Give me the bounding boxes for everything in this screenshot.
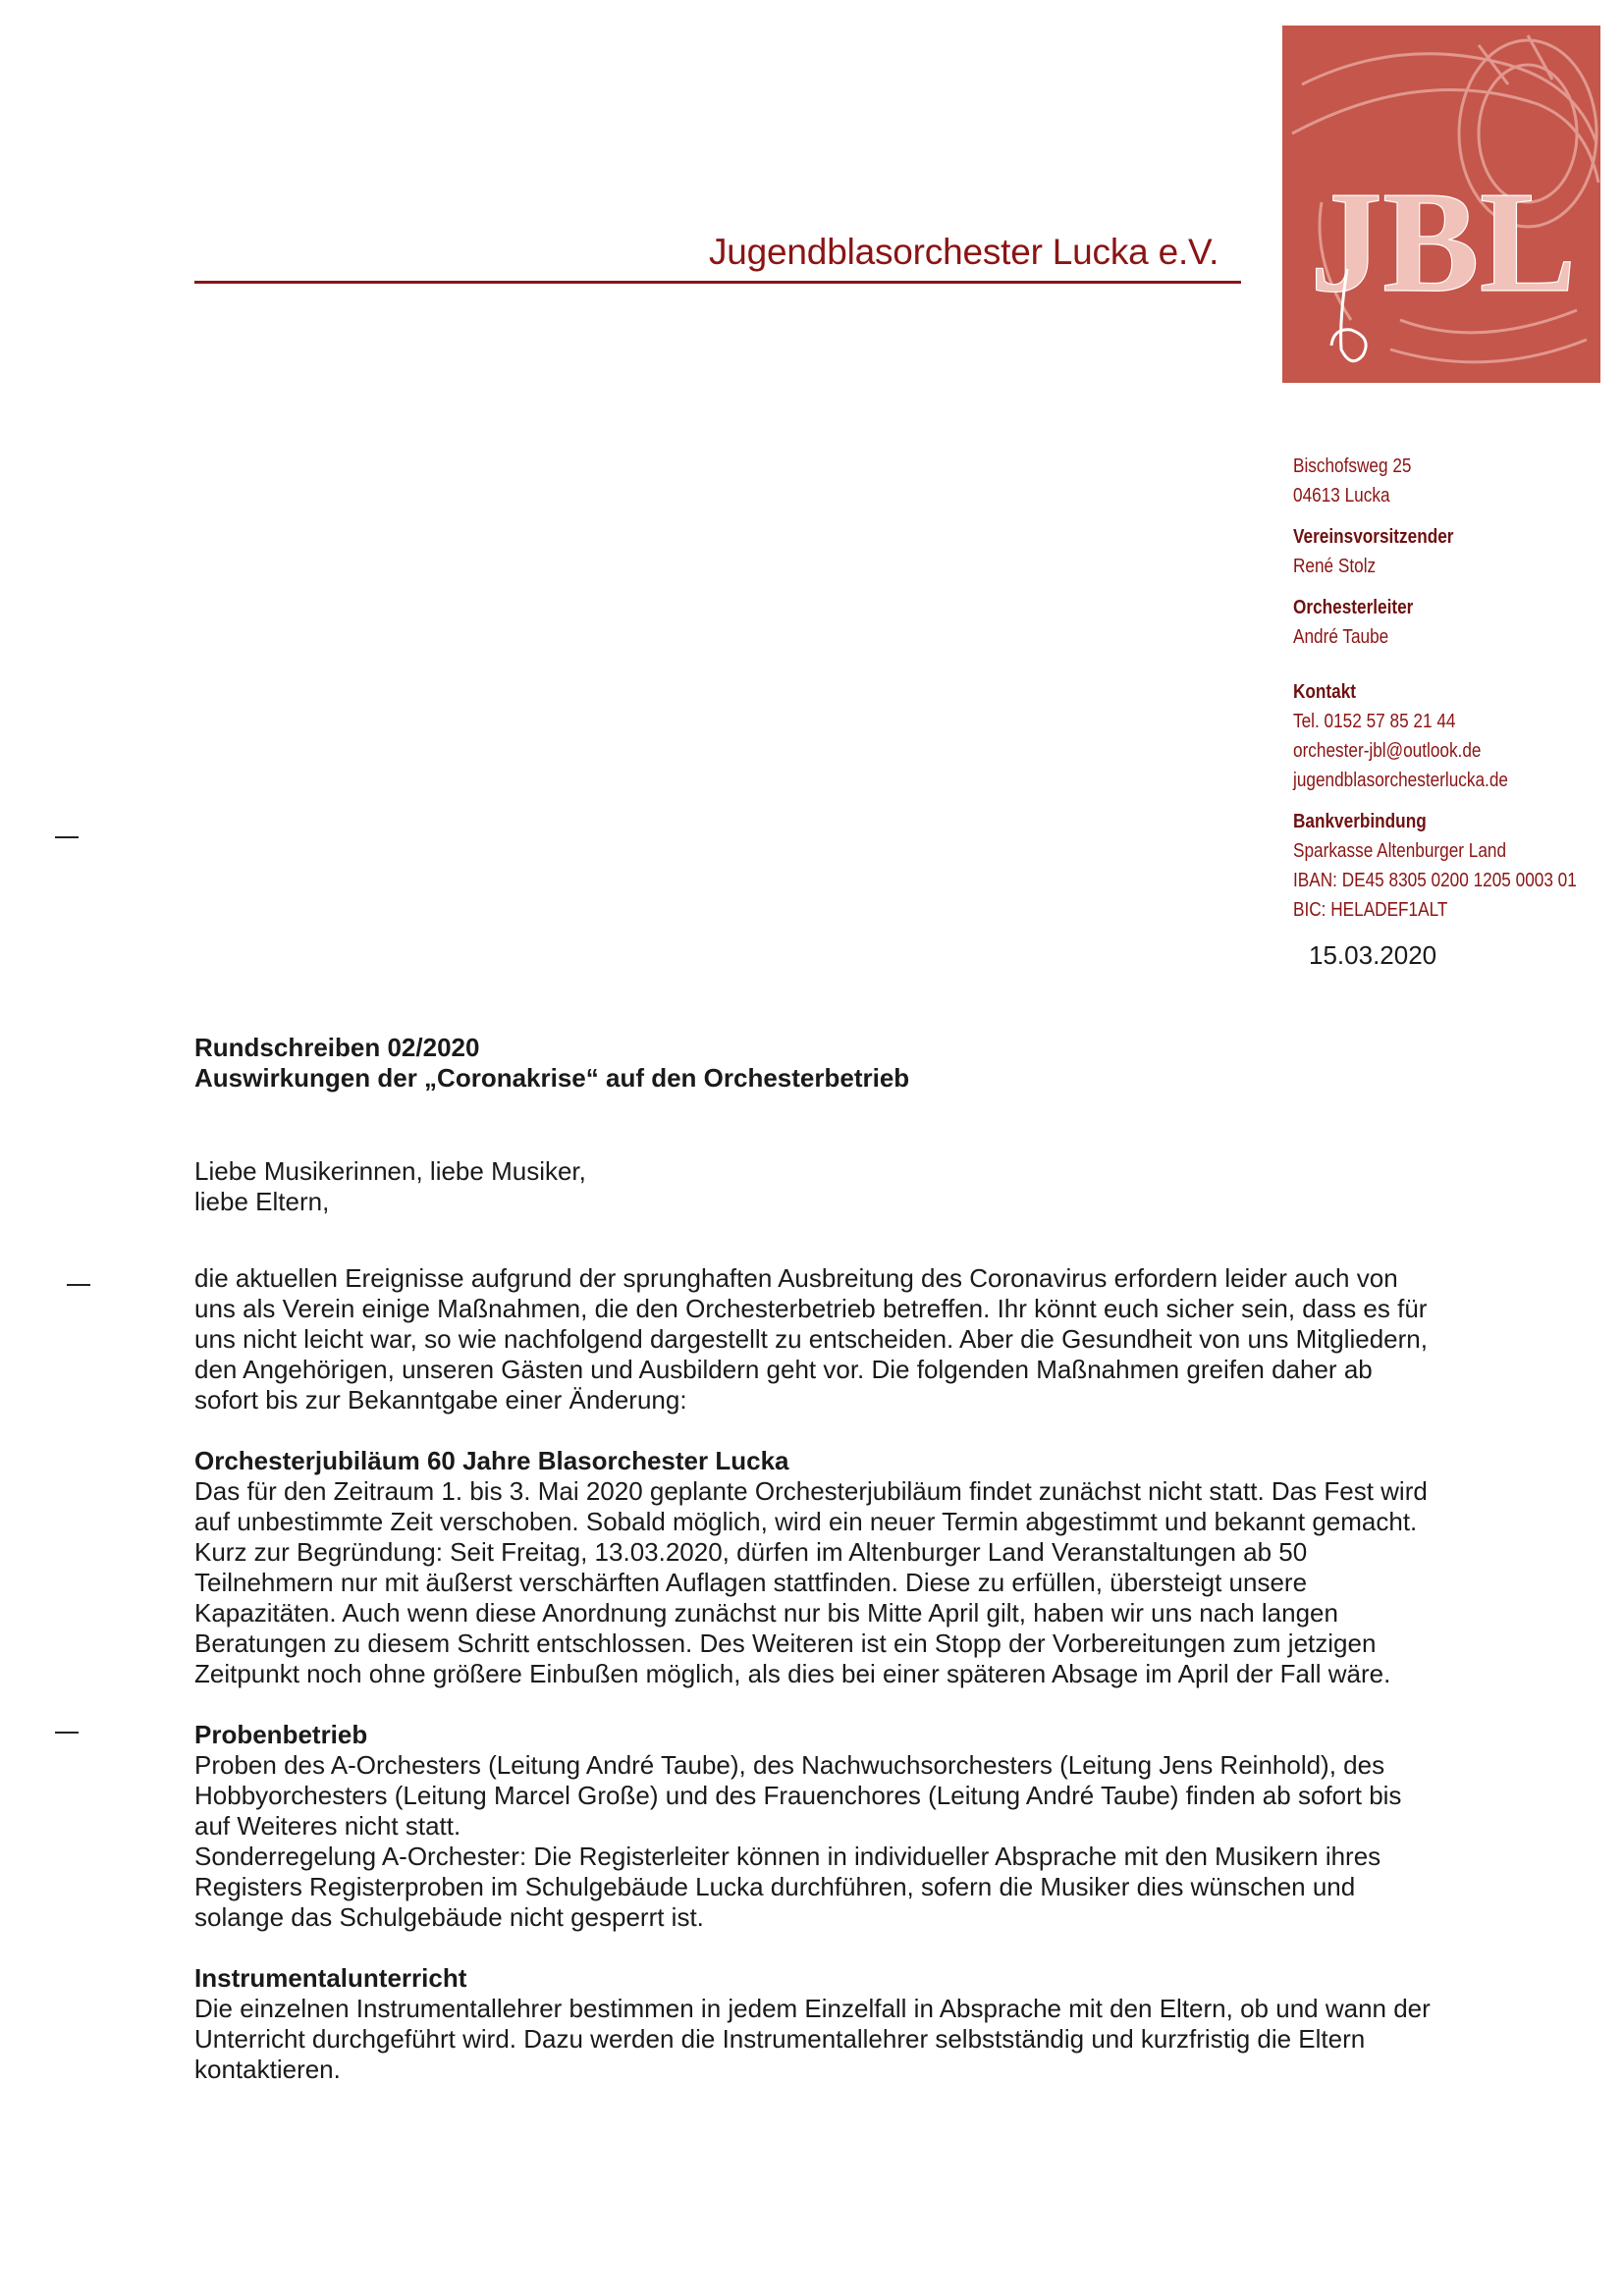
logo-text: JBL bbox=[1310, 162, 1577, 323]
fold-mark bbox=[67, 1284, 90, 1286]
paragraph: Sonderregelung A-Orchester: Die Registerleiter können in individueller Absprache mit den Musikern ihres Registers Registerproben im Schulgebäude Lucka durchführen, sofern die Musiker dies wünschen und solange das Schulgebäude nicht gesperrt ist. bbox=[194, 1842, 1381, 1932]
address-city: 04613 Lucka bbox=[1293, 485, 1390, 507]
contact-label: Kontakt bbox=[1293, 681, 1357, 703]
bank-label: Bankverbindung bbox=[1293, 811, 1427, 832]
contact-sidebar bbox=[1293, 452, 1577, 925]
section-heading: Probenbetrieb bbox=[194, 1720, 368, 1749]
chair-label: Vereinsvorsitzender bbox=[1293, 526, 1454, 548]
address-street: Bischofsweg 25 bbox=[1293, 455, 1412, 477]
jbl-logo bbox=[1282, 26, 1600, 383]
fold-mark bbox=[55, 1732, 79, 1734]
phone-number: Tel. 0152 57 85 21 44 bbox=[1293, 711, 1456, 732]
email-address[interactable]: orchester-jbl@outlook.de bbox=[1293, 740, 1482, 762]
header-rule bbox=[194, 281, 1241, 284]
website-link[interactable]: jugendblasorchesterlucka.de bbox=[1293, 770, 1508, 791]
greeting: liebe Eltern, bbox=[194, 1187, 330, 1216]
paragraph: Die einzelnen Instrumentallehrer bestimmen in jedem Einzelfall in Absprache mit den Eltern, ob und wann der Unterricht durchgeführt wird. Dazu werden die Instrumentallehrer selbstständig und kurzfristig die Eltern kontaktieren. bbox=[194, 1994, 1431, 2084]
bank-name: Sparkasse Altenburger Land bbox=[1293, 840, 1507, 862]
section-heading: Instrumentalunterricht bbox=[194, 1963, 467, 1993]
subject-line: Rundschreiben 02/2020 bbox=[194, 1033, 480, 1062]
fold-mark bbox=[55, 836, 79, 838]
bic: BIC: HELADEF1ALT bbox=[1293, 899, 1448, 921]
chair-name: René Stolz bbox=[1293, 556, 1377, 577]
section-heading: Orchesterjubiläum 60 Jahre Blasorchester Lucka bbox=[194, 1446, 789, 1475]
paragraph: Proben des A-Orchesters (Leitung André Taube), des Nachwuchsorchesters (Leitung Jens Reinhold), des Hobbyorchesters (Leitung Marcel Große) und des Frauenchores (Leitung André Taube) finden ab sofort bis auf Weiteres nicht statt. bbox=[194, 1750, 1402, 1841]
iban: IBAN: DE45 8305 0200 1205 0003 01 bbox=[1293, 870, 1577, 891]
letter-date: 15.03.2020 bbox=[1309, 940, 1437, 970]
organization-title: Jugendblasorchester Lucka e.V. bbox=[709, 232, 1219, 272]
subject-line: Auswirkungen der „Coronakrise“ auf den Orchesterbetrieb bbox=[194, 1063, 910, 1093]
conductor-label: Orchesterleiter bbox=[1293, 597, 1414, 618]
paragraph: Das für den Zeitraum 1. bis 3. Mai 2020 geplante Orchesterjubiläum findet zunächst nicht statt. Das Fest wird auf unbestimmte Zeit verschoben. Sobald möglich, wird ein neuer Termin abgestimmt und bekannt gemacht. bbox=[194, 1476, 1428, 1536]
paragraph: Kurz zur Begründung: Seit Freitag, 13.03.2020, dürfen im Altenburger Land Veranstaltungen ab 50 Teilnehmern nur mit äußerst verschärften Auflagen stattfinden. Diese zu erfüllen, übersteigt unsere Kapazitäten. Auch wenn diese Anordnung zunächst nur bis Mitte April gilt, haben wir uns nach langen Beratungen zu diesem Schritt entschlossen. Des Weiteren ist ein Stopp der Vorbereitungen zum jetzigen Zeitpunkt noch ohne größere Einbußen möglich, als dies bei einer späteren Absage im April der Fall wäre. bbox=[194, 1537, 1391, 1688]
conductor-name: André Taube bbox=[1293, 626, 1389, 648]
intro-paragraph: die aktuellen Ereignisse aufgrund der sprunghaften Ausbreitung des Coronavirus erfordern leider auch von uns als Verein einige Maßnahmen, die den Orchesterbetrieb betreffen. Ihr könnt euch sicher sein, dass es für uns nicht leicht war, so wie nachfolgend dargestellt zu entscheiden. Aber die Gesundheit von uns Mitgliedern, den Angehörigen, unseren Gästen und Ausbildern geht vor. Die folgenden Maßnahmen greifen daher ab sofort bis zur Bekanntgabe einer Änderung: bbox=[194, 1263, 1428, 1415]
letter-body bbox=[194, 1033, 1441, 2085]
greeting: Liebe Musikerinnen, liebe Musiker, bbox=[194, 1156, 586, 1186]
